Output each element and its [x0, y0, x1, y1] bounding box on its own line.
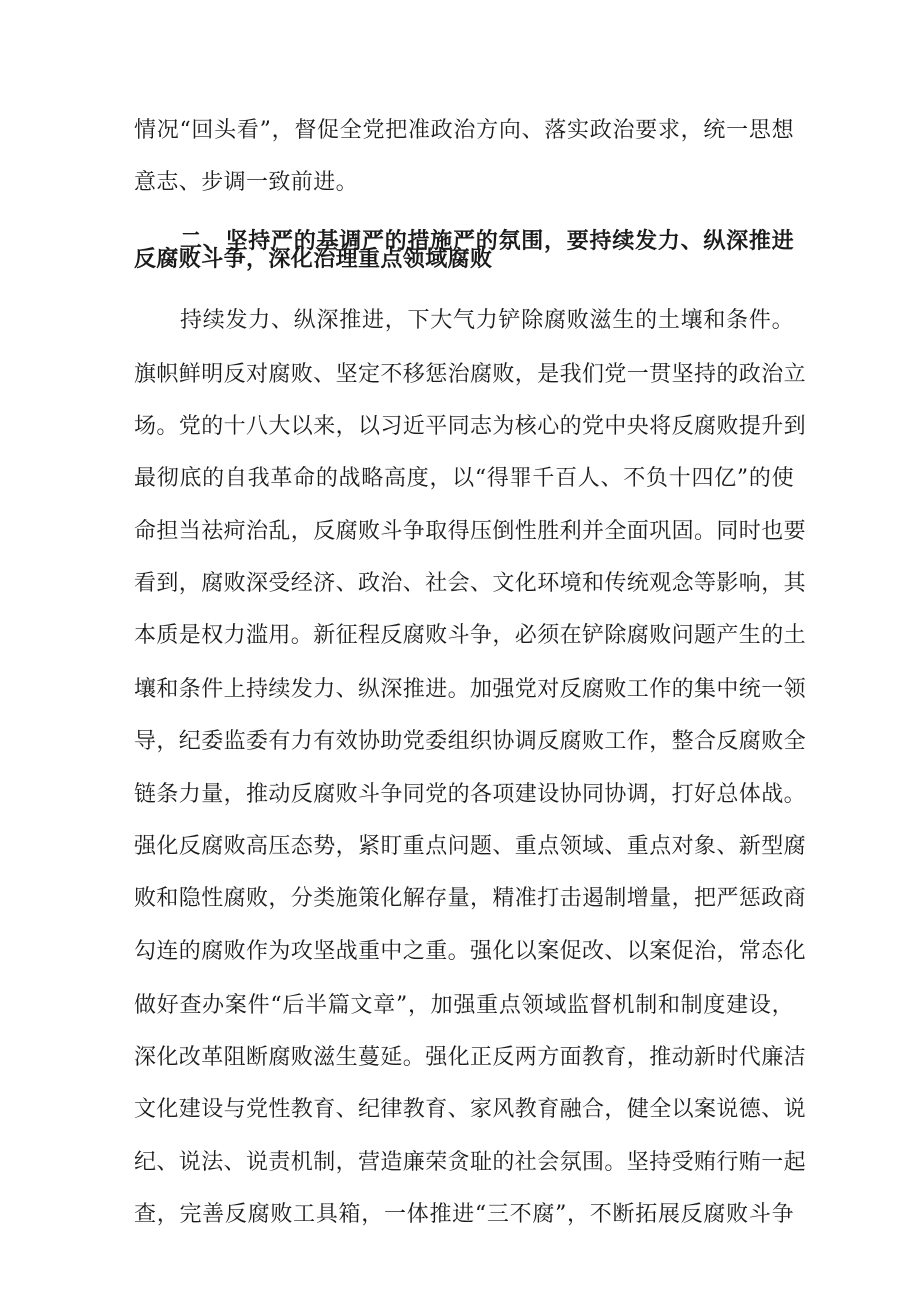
paragraph-line: 纪、说法、说责机制，营造廉荣贪耻的社会氛围。坚持受贿行贿一起 — [134, 1150, 807, 1175]
paragraph-line: 勾连的腐败作为攻坚战重中之重。强化以案促改、以案促治，常态化 — [134, 939, 807, 964]
paragraph-line: 查，完善反腐败工具箱，一体推进“三不腐”，不断拓展反腐败斗争 — [134, 1202, 794, 1227]
paragraph-line: 深化改革阻断腐败滋生蔓延。强化正反两方面教育，推动新时代廉洁 — [134, 1045, 807, 1070]
paragraph-line: 命担当祛疴治乱，反腐败斗争取得压倒性胜利并全面巩固。同时也要 — [134, 519, 807, 544]
paragraph-line: 最彻底的自我革命的战略高度，以“得罪千百人、不负十四亿”的使 — [134, 466, 794, 491]
section-heading-line: 反腐败斗争，深化治理重点领域腐败 — [134, 247, 493, 272]
section-heading-line: 二、坚持严的基调严的措施严的氛围，要持续发力、纵深推进 — [180, 229, 794, 254]
paragraph-line: 情况“回头看”，督促全党把准政治方向、落实政治要求，统一思想 — [134, 118, 794, 143]
paragraph-line: 持续发力、纵深推进，下大气力铲除腐败滋生的土壤和条件。 — [180, 308, 794, 333]
paragraph-line: 导，纪委监委有力有效协助党委组织协调反腐败工作，整合反腐败全 — [134, 729, 807, 754]
paragraph-line: 文化建设与党性教育、纪律教育、家风教育融合，健全以案说德、说 — [134, 1097, 807, 1122]
paragraph-line: 败和隐性腐败，分类施策化解存量，精准打击遏制增量，把严惩政商 — [134, 886, 807, 911]
paragraph-line: 做好查办案件“后半篇文章”，加强重点领域监督机制和制度建设， — [134, 993, 794, 1018]
paragraph-line: 链条力量，推动反腐败斗争同党的各项建设协同协调，打好总体战。 — [134, 782, 807, 807]
paragraph-line: 旗帜鲜明反对腐败、坚定不移惩治腐败，是我们党一贯坚持的政治立 — [134, 362, 807, 387]
paragraph-line: 场。党的十八大以来，以习近平同志为核心的党中央将反腐败提升到 — [134, 414, 807, 439]
paragraph-line: 看到，腐败深受经济、政治、社会、文化环境和传统观念等影响，其 — [134, 571, 807, 596]
paragraph-line: 本质是权力滥用。新征程反腐败斗争，必须在铲除腐败问题产生的土 — [134, 623, 807, 648]
paragraph-line: 意志、步调一致前进。 — [134, 170, 359, 195]
paragraph-line: 强化反腐败高压态势，紧盯重点问题、重点领域、重点对象、新型腐 — [134, 834, 807, 859]
paragraph-line: 壤和条件上持续发力、纵深推进。加强党对反腐败工作的集中统一领 — [134, 677, 807, 702]
